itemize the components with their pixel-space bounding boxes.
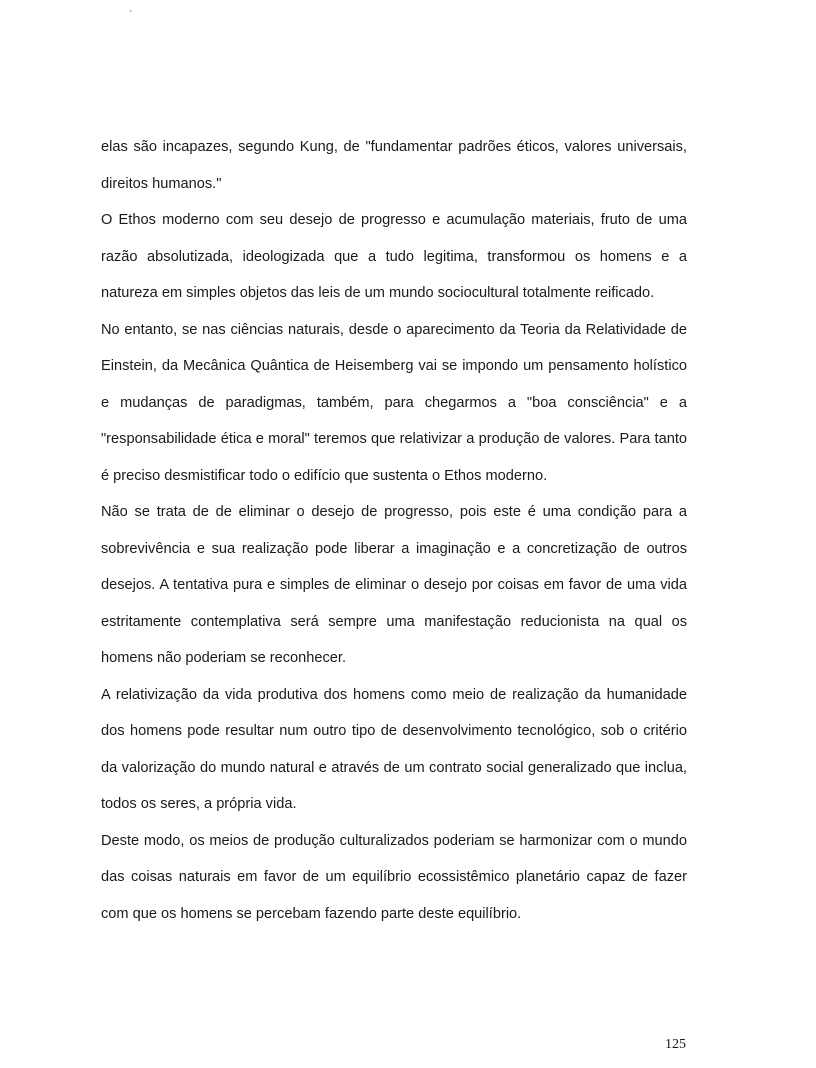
paragraph-1: elas são incapazes, segundo Kung, de "fundamentar padrões éticos, valores universais, direitos humanos." [101,139,687,192]
paragraph-5: A relativização da vida produtiva dos homens como meio de realização da humanidade dos homens pode resultar num outro tipo de desenvolvimento tecnológico, sob o critério da valorização do mundo natural e através de um contrato social generalizado que inclua, todos os seres, a própria vida. [101,686,687,812]
paragraph-6: Deste modo, os meios de produção culturalizados poderiam se harmonizar com o mundo das coisas naturais em favor de um equilíbrio ecossistêmico planetário capaz de fazer com que os homens se percebam fazendo parte deste equilíbrio. [101,832,687,922]
paragraph-2: O Ethos moderno com seu desejo de progresso e acumulação materiais, fruto de uma razão absolutizada, ideologizada que a tudo legitima, transformou os homens e a natureza em simples objetos das leis de um mundo sociocultural totalmente reificado. [101,212,687,301]
paragraph-4: Não se trata de de eliminar o desejo de progresso, pois este é uma condição para a sobrevivência e sua realização pode liberar a imaginação e a concretização de outros desejos. A tentativa pura e simples de eliminar o desejo por coisas em favor de uma vida estritamente contemplativa será sempre uma manifestação reducionista na qual os homens não poderiam se reconhecer. [101,504,687,666]
paragraph-3: No entanto, se nas ciências naturais, desde o aparecimento da Teoria da Relatividade de Einstein, da Mecânica Quântica de Heisemberg vai se impondo um pensamento holístico e mudanças de paradigmas, também, para chegarmos a "boa consciência" e a "responsabilidade ética e moral" teremos que relativizar a produção de valores. Para tanto é preciso desmistificar todo o edifício que sustenta o Ethos moderno. [101,321,687,484]
page-number: 125 [665,1037,686,1052]
body-text [101,129,687,932]
scan-mark: ` [129,10,133,21]
